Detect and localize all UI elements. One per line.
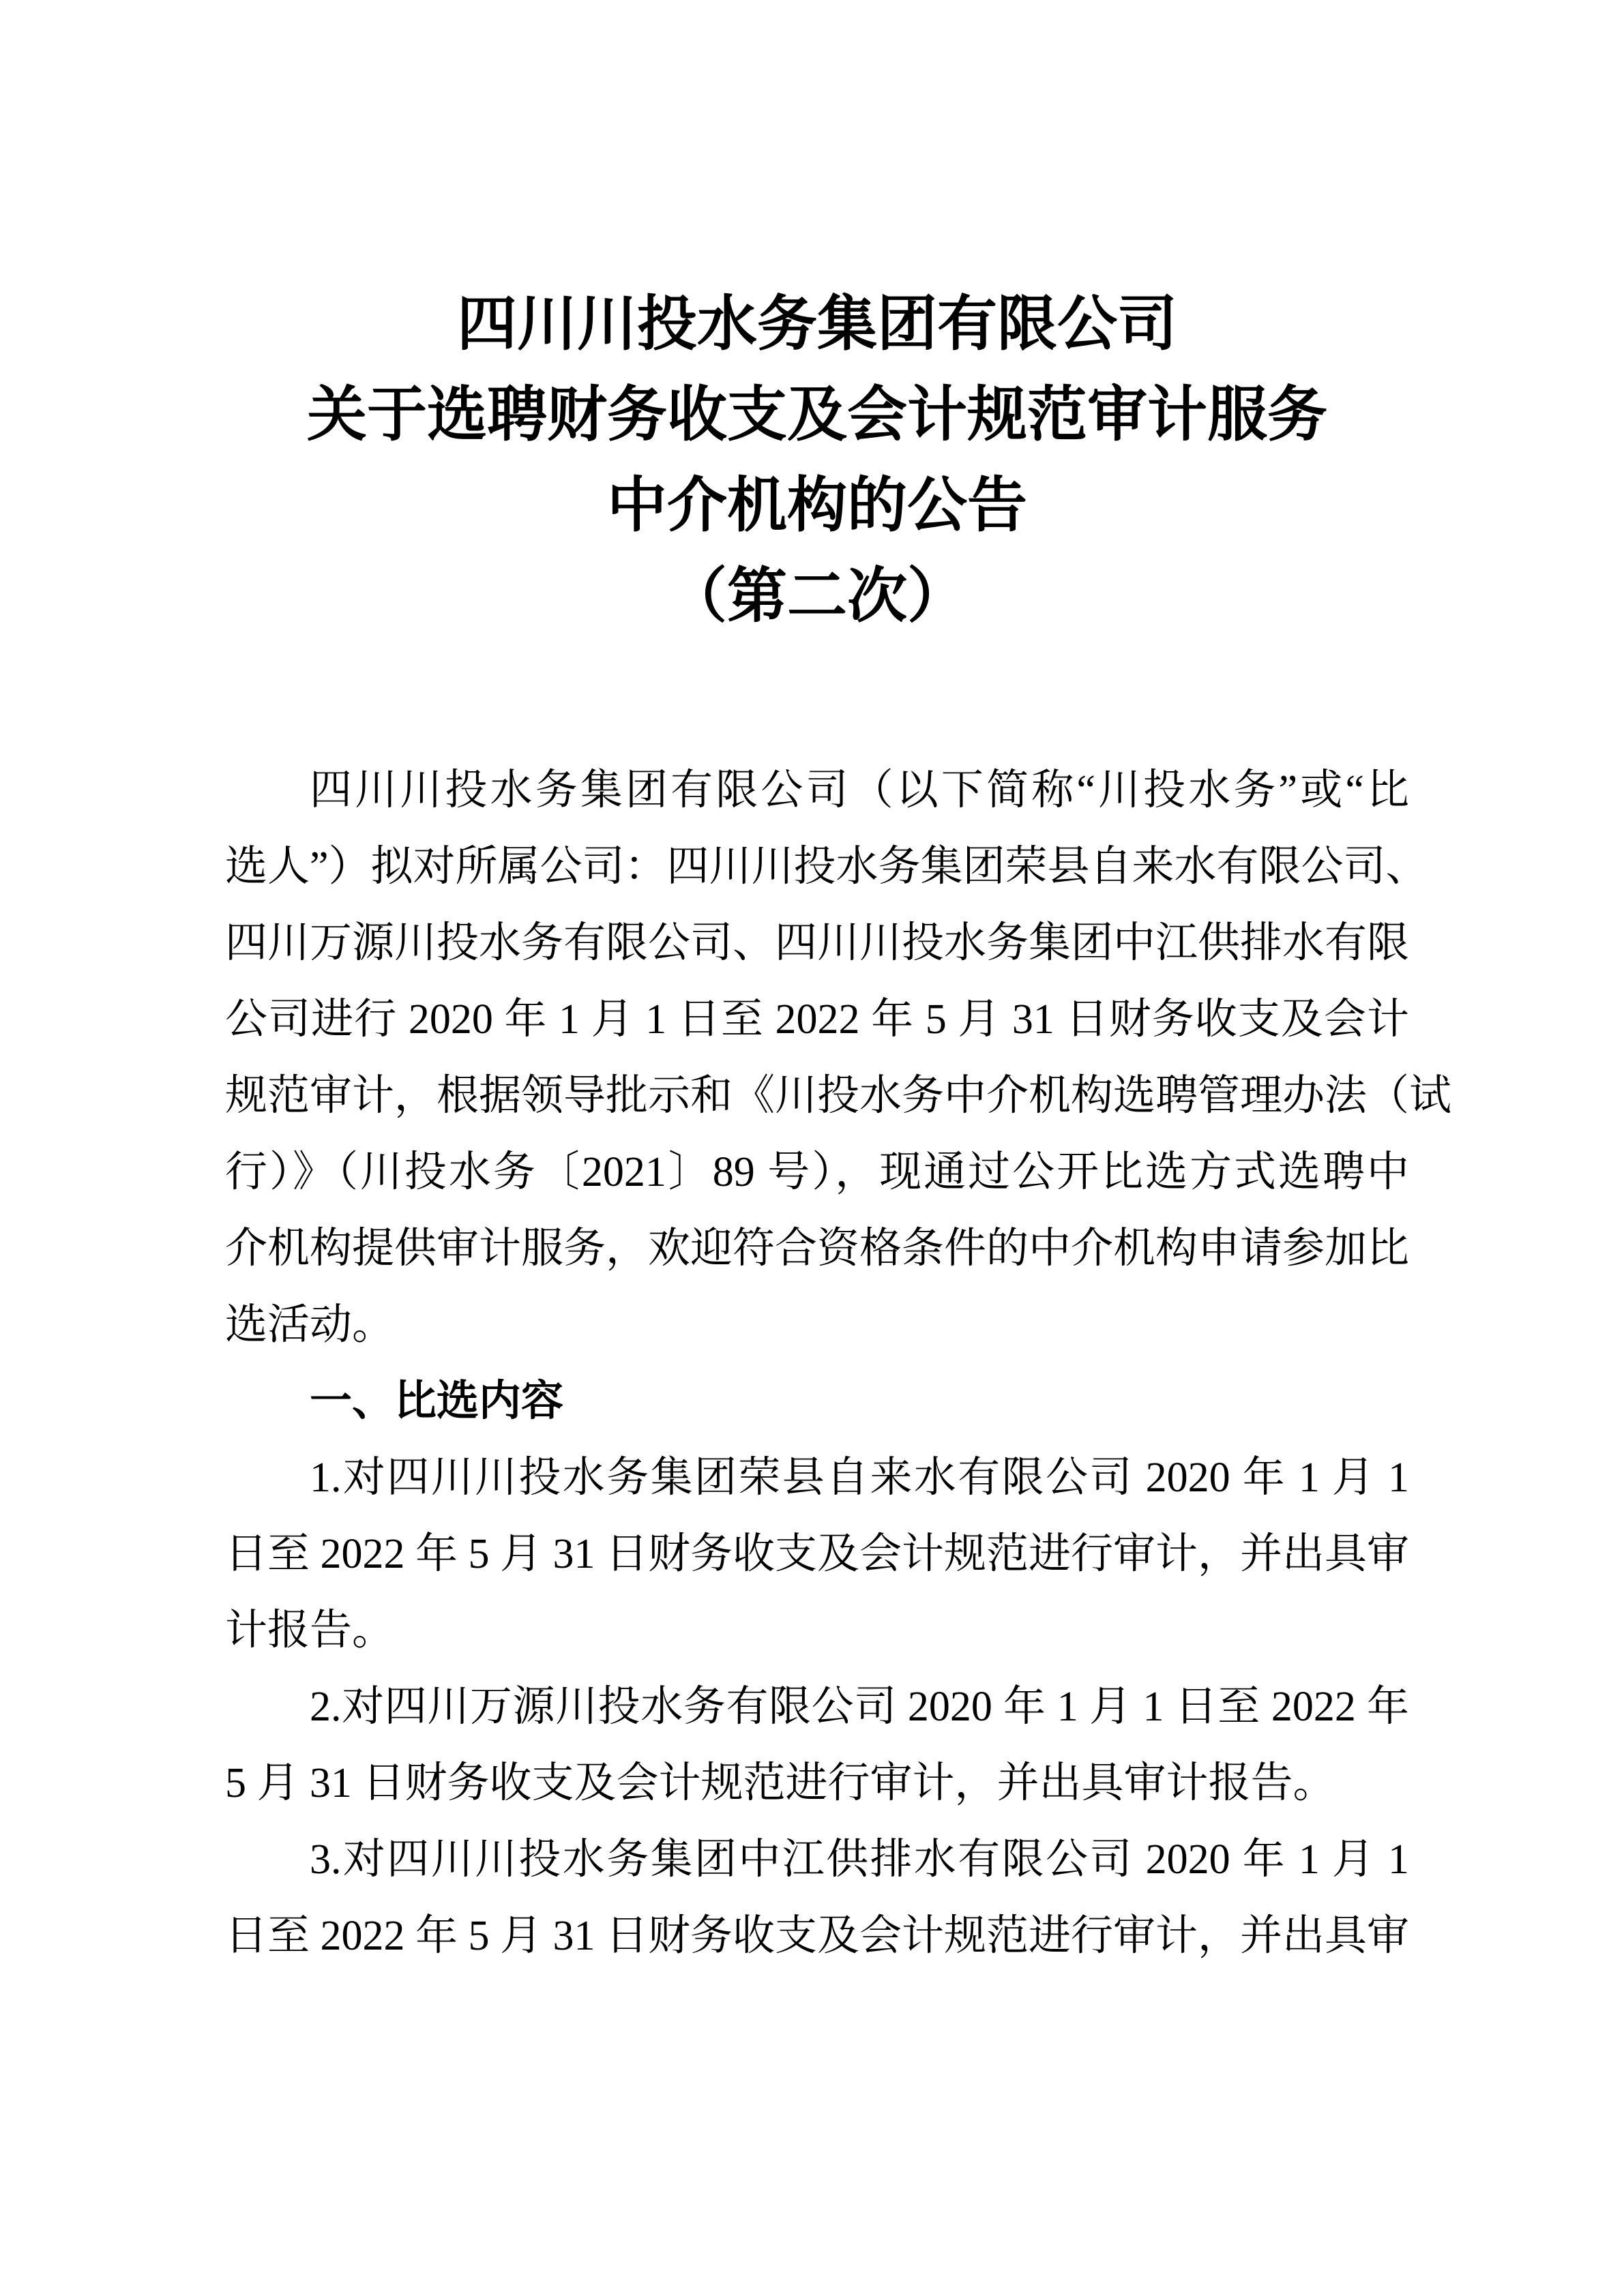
item-3-line-1: 3.对四川川投水务集团中江供排水有限公司 2020 年 1 月 1 bbox=[310, 1836, 1409, 1883]
item-1-line-1: 1.对四川川投水务集团荣县自来水有限公司 2020 年 1 月 1 bbox=[310, 1455, 1409, 1501]
document-title bbox=[225, 0, 1409, 641]
title-line-4: （第二次） bbox=[666, 562, 967, 629]
intro-line-3: 四川万源川投水务有限公司、四川川投水务集团中江供排水有限 bbox=[225, 920, 1410, 966]
item-3-line-2: 日至 2022 年 5 月 31 日财务收支及会计规范进行审计，并出具审 bbox=[225, 1913, 1410, 1959]
intro-line-2: 选人”）拟对所属公司：四川川投水务集团荣县自来水有限公司、 bbox=[225, 844, 1428, 890]
item-1-line-3: 计报告。 bbox=[225, 1607, 395, 1654]
document-body bbox=[225, 752, 1452, 1974]
title-line-2: 关于选聘财务收支及会计规范审计服务 bbox=[306, 381, 1327, 448]
intro-line-8: 选活动。 bbox=[225, 1302, 395, 1348]
intro-line-7: 介机构提供审计服务，欢迎符合资格条件的中介机构申请参加比 bbox=[225, 1225, 1410, 1272]
intro-line-1: 四川川投水务集团有限公司（以下简称“川投水务”或“比 bbox=[310, 767, 1409, 814]
intro-line-5: 规范审计，根据领导批示和《川投水务中介机构选聘管理办法（试 bbox=[225, 1073, 1452, 1119]
intro-line-4: 公司进行 2020 年 1 月 1 日至 2022 年 5 月 31 日财务收支及会计 bbox=[225, 996, 1409, 1043]
item-2-line-2: 5 月 31 日财务收支及会计规范进行审计，并出具审计报告。 bbox=[225, 1760, 1335, 1806]
intro-line-6: 行）》（川投水务〔2021〕89 号），现通过公开比选方式选聘中 bbox=[225, 1149, 1409, 1195]
item-1-line-2: 日至 2022 年 5 月 31 日财务收支及会计规范进行审计，并出具审 bbox=[225, 1531, 1410, 1577]
section-heading: 一、比选内容 bbox=[310, 1377, 564, 1425]
title-line-1: 四川川投水务集团有限公司 bbox=[456, 290, 1177, 357]
title-line-3: 中介机构的公告 bbox=[606, 471, 1027, 539]
item-2-line-1: 2.对四川万源川投水务有限公司 2020 年 1 月 1 日至 2022 年 bbox=[310, 1684, 1409, 1730]
